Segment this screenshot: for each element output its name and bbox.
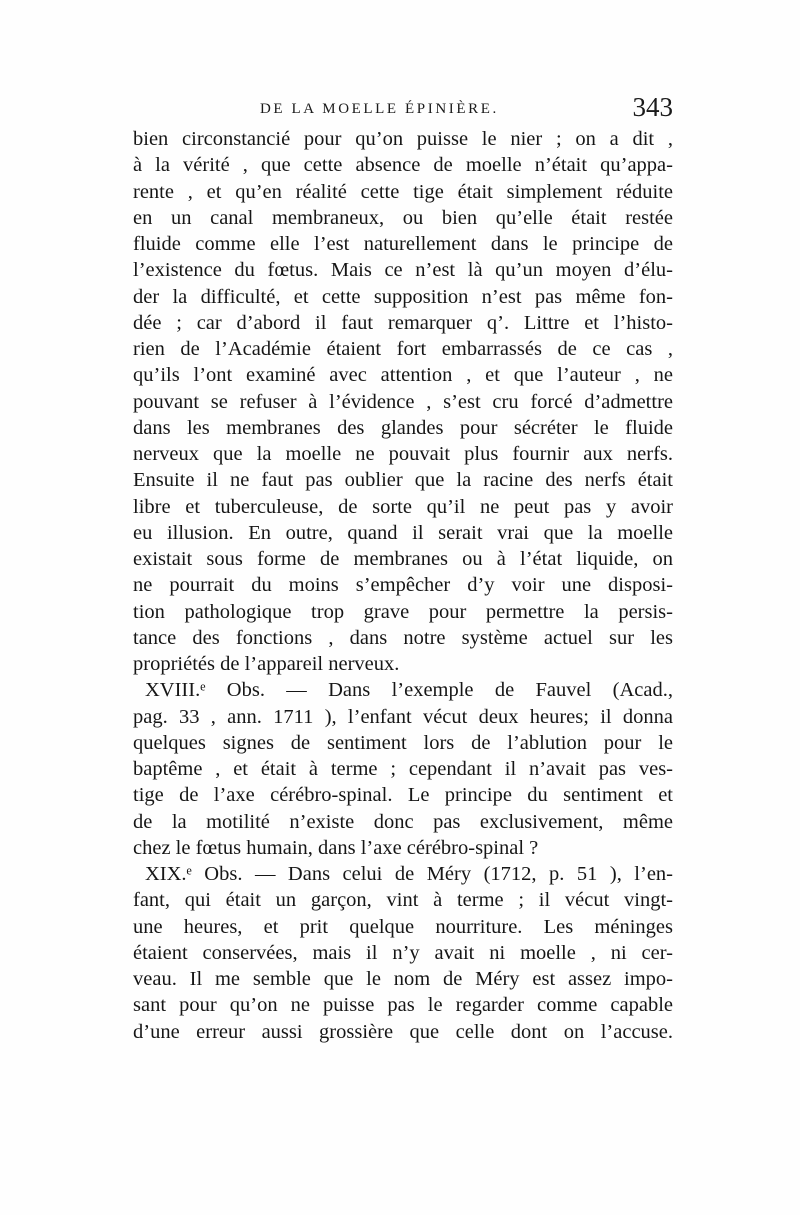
text-line: d’une erreur aussi grossière que celle dont on l’accuse. — [133, 1020, 673, 1043]
text-line: à la vérité , que cette absence de moelle n’était qu’appa- — [133, 154, 673, 177]
text-line: tige de l’axe cérébro-spinal. Le principe du sentiment et — [133, 784, 673, 807]
text-line: fant, qui était un garçon, vint à terme ; il vécut vingt- — [133, 889, 673, 912]
text-line: der la difficulté, et cette supposition n’est pas même fon- — [133, 285, 673, 308]
text-line: une heures, et prit quelque nourriture. Les méninges — [133, 915, 673, 938]
text-line: existait sous forme de membranes ou à l’état liquide, on — [133, 548, 673, 570]
text-line: en un canal membraneux, ou bien qu’elle était restée — [133, 206, 673, 229]
text-line: ne pourrait du moins s’empêcher d’y voir une disposi- — [133, 574, 673, 597]
text-line: baptême , et était à terme ; cependant il n’avait pas ves- — [133, 758, 673, 780]
text-line: l’existence du fœtus. Mais ce n’est là qu’un moyen d’élu- — [133, 259, 673, 282]
text-line: fluide comme elle l’est naturellement dans le principe de — [133, 233, 673, 255]
text-line: dée ; car d’abord il faut remarquer q’. Littre et l’histo- — [133, 311, 673, 334]
text-line: étaient conservées, mais il n’y avait ni moelle , ni cer- — [133, 941, 673, 964]
body-text — [133, 126, 673, 1045]
text-line: XIX.ᵉ Obs. — Dans celui de Méry (1712, p. 51 ), l’en- — [145, 863, 673, 885]
text-line: bien circonstancié pour qu’on puisse le nier ; on a dit , — [133, 128, 673, 150]
text-line: eu illusion. En outre, quand il serait vrai que la moelle — [133, 521, 673, 544]
text-line: pouvant se refuser à l’évidence , s’est cru forcé d’admettre — [133, 390, 673, 413]
text-line: propriétés de l’appareil nerveux. — [133, 653, 400, 675]
text-line: nerveux que la moelle ne pouvait plus fournir aux nerfs. — [133, 443, 673, 465]
text-line: XVIII.ᵉ Obs. — Dans l’exemple de Fauvel (Acad., — [145, 679, 673, 702]
text-line: de la motilité n’existe donc pas exclusivement, même — [133, 810, 673, 833]
text-line: sant pour qu’on ne puisse pas le regarder comme capable — [133, 994, 673, 1017]
text-line: tance des fonctions , dans notre système actuel sur les — [133, 626, 673, 649]
text-line: quelques signes de sentiment lors de l’ablution pour le — [133, 731, 673, 754]
page-header — [133, 92, 673, 126]
text-line: dans les membranes des glandes pour sécréter le fluide — [133, 416, 673, 439]
text-line: libre et tuberculeuse, de sorte qu’il ne peut pas y avoir — [133, 495, 673, 518]
text-line: chez le fœtus humain, dans l’axe cérébro-spinal ? — [133, 836, 539, 859]
text-line: qu’ils l’ont examiné avec attention , et que l’auteur , ne — [133, 364, 673, 387]
text-line: Ensuite il ne faut pas oublier que la racine des nerfs était — [133, 469, 673, 492]
text-line: pag. 33 , ann. 1711 ), l’enfant vécut deux heures; il donna — [133, 705, 673, 728]
text-line: veau. Il me semble que le nom de Méry est assez impo- — [133, 968, 673, 990]
text-line: rien de l’Académie étaient fort embarrassés de ce cas , — [133, 338, 673, 360]
text-line: tion pathologique trop grave pour permettre la persis- — [133, 600, 673, 623]
text-line: rente , et qu’en réalité cette tige était simplement réduite — [133, 180, 673, 203]
running-title: DE LA MOELLE ÉPINIÈRE. — [260, 101, 499, 117]
page-number: 343 — [632, 92, 673, 122]
